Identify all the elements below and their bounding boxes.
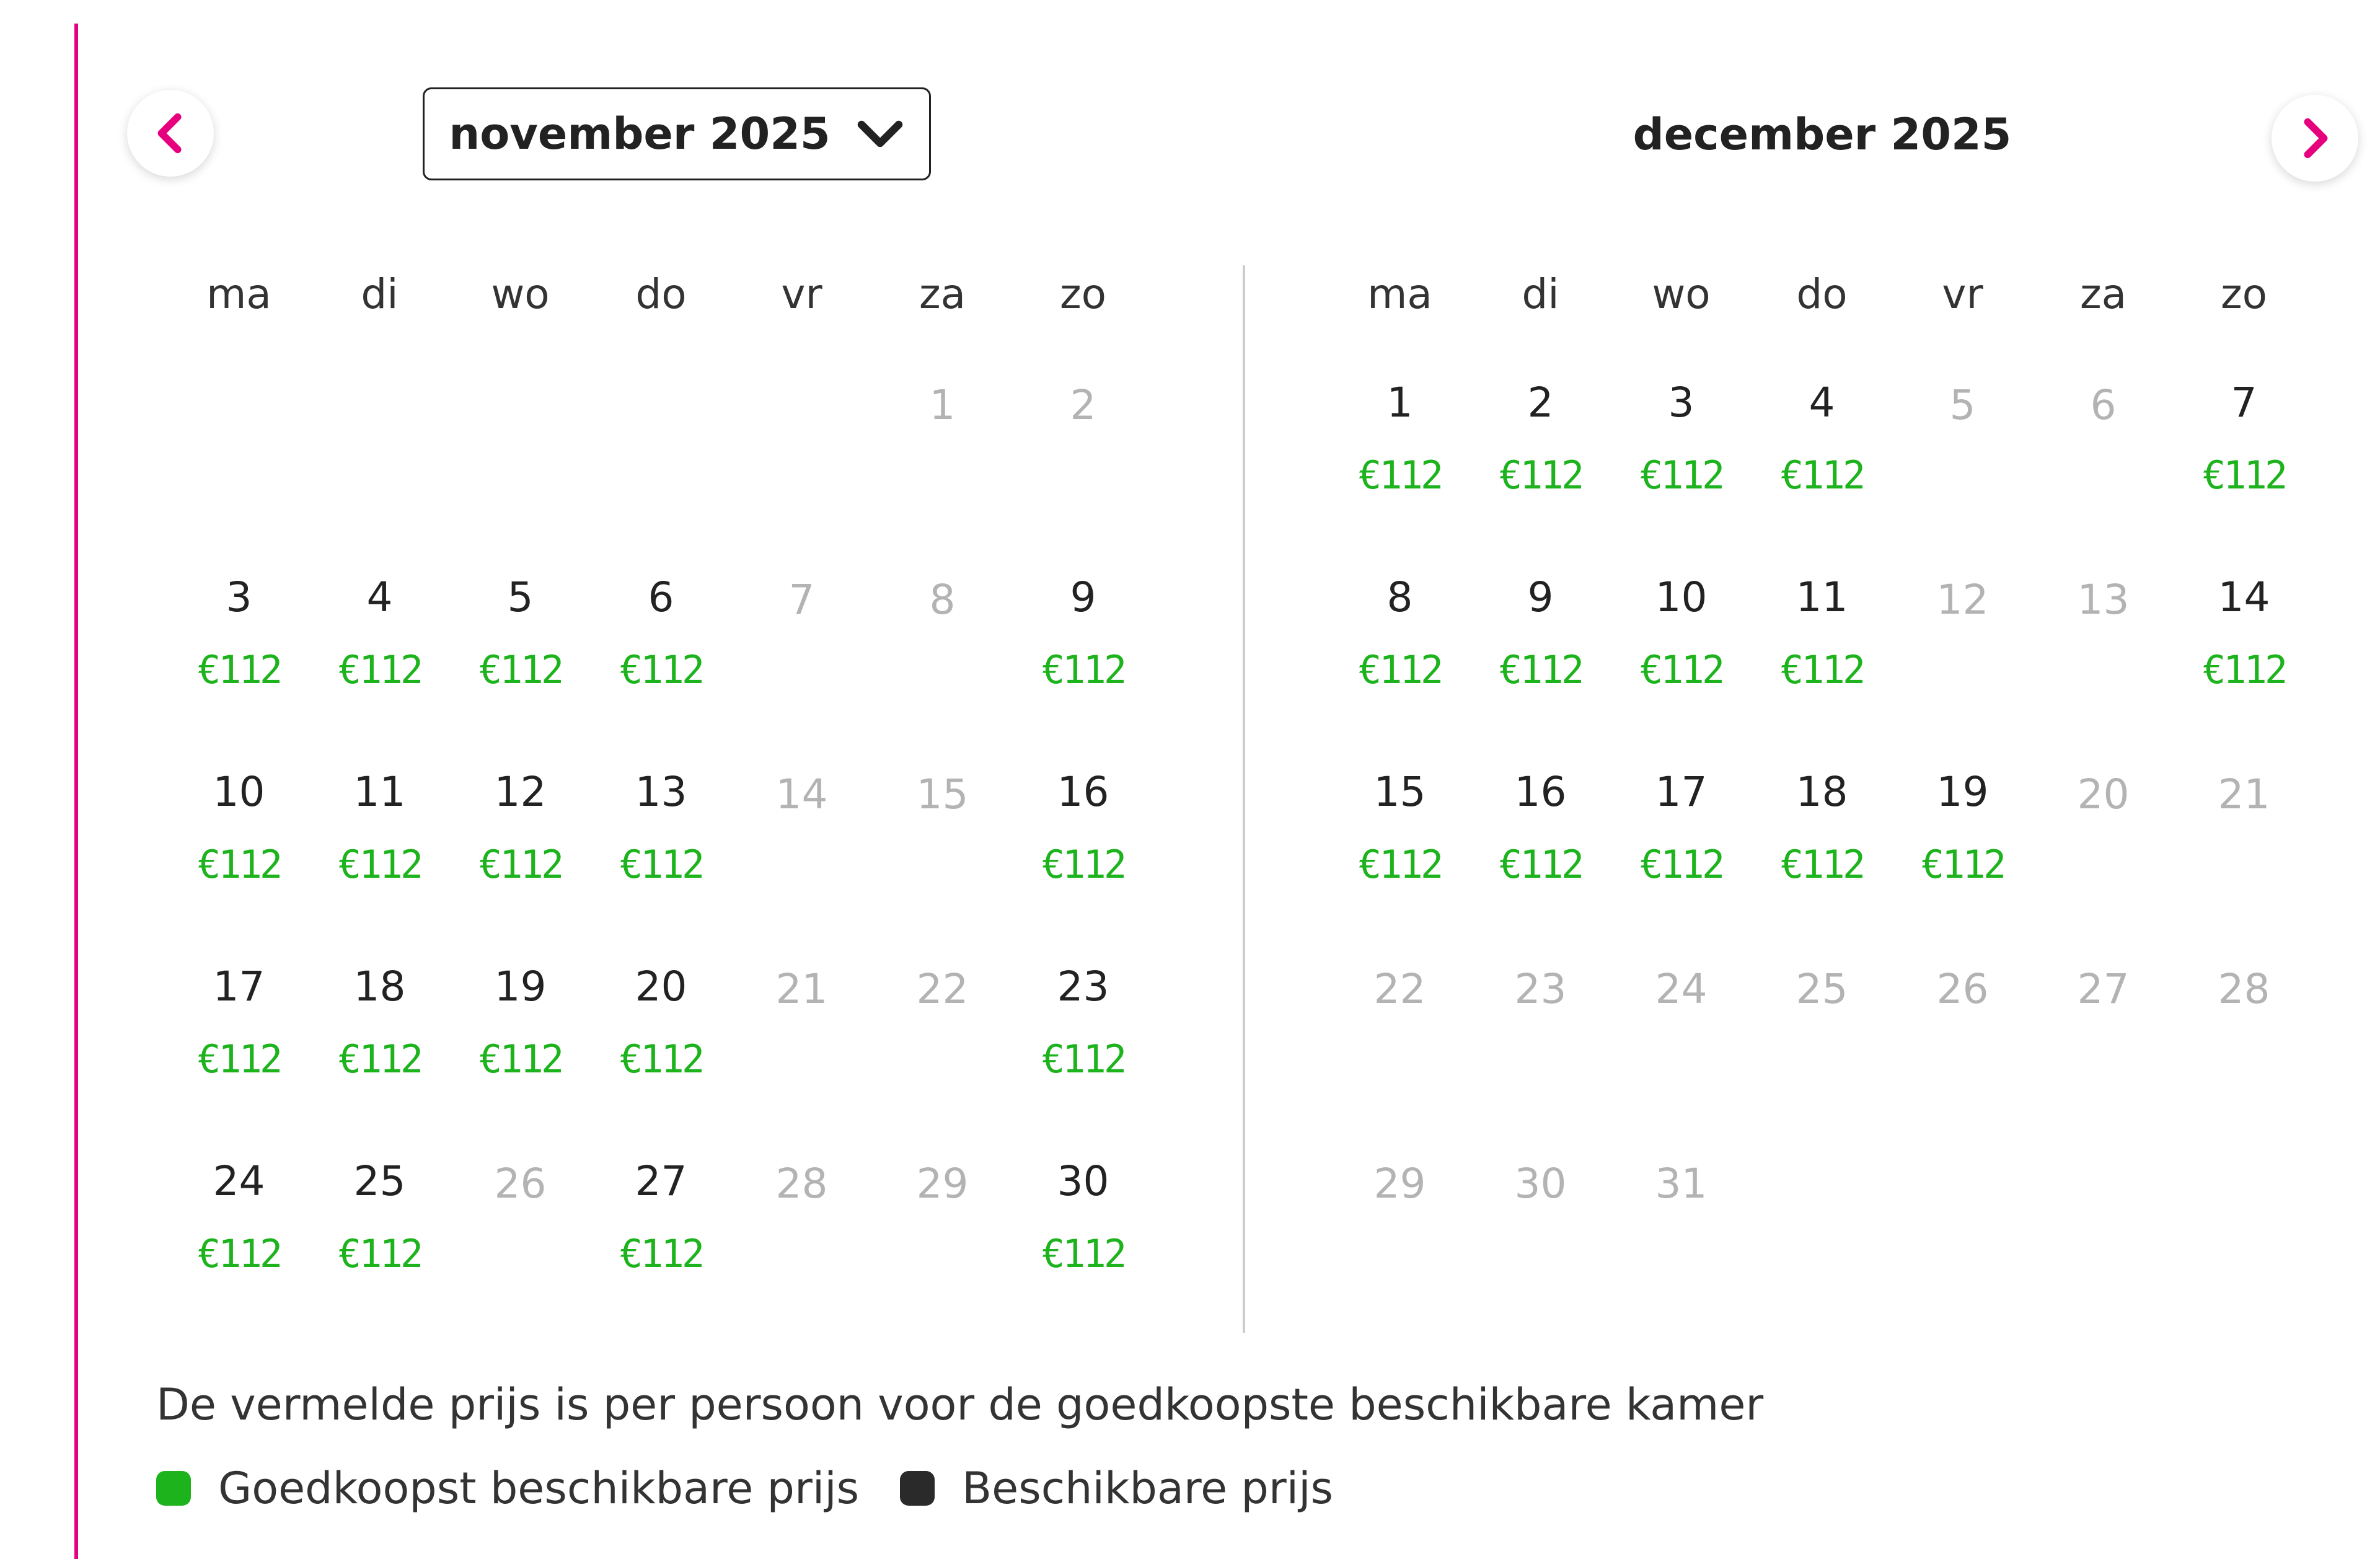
- day-cell-empty: [450, 322, 591, 517]
- day-number: 4: [366, 573, 393, 621]
- day-cell-available[interactable]: [1013, 906, 1153, 1101]
- day-number: 23: [1057, 963, 1109, 1010]
- day-cell-unavailable: [872, 906, 1013, 1101]
- day-number: 27: [635, 1157, 687, 1205]
- day-cell-unavailable: [2033, 517, 2174, 712]
- day-number: 29: [1373, 1160, 1426, 1208]
- accent-bar: [74, 24, 78, 1559]
- day-price: €112: [478, 842, 562, 887]
- day-price: €112: [1780, 453, 1864, 498]
- legend-item-cheapest: [156, 1463, 859, 1514]
- day-cell-available[interactable]: [1752, 712, 1892, 906]
- day-price: €112: [1041, 842, 1125, 887]
- day-cell-available[interactable]: [1470, 517, 1611, 712]
- day-number: 17: [213, 963, 265, 1010]
- weekday-label: zo: [2220, 270, 2268, 318]
- day-price: €112: [1921, 842, 2004, 887]
- day-number: 6: [648, 573, 674, 621]
- day-number: 4: [1809, 379, 1835, 426]
- day-number: 25: [353, 1157, 406, 1205]
- day-cell-unavailable: [1329, 1101, 1470, 1296]
- day-cell-available[interactable]: [169, 906, 309, 1101]
- weekday-label: do: [635, 270, 687, 318]
- day-cell-available[interactable]: [2174, 517, 2314, 712]
- day-cell-unavailable: [731, 517, 872, 712]
- day-price: €112: [619, 842, 703, 887]
- day-price: €112: [197, 1036, 281, 1082]
- day-price: €112: [197, 1231, 281, 1276]
- day-price: €112: [1499, 842, 1582, 887]
- day-cell-unavailable: [2033, 712, 2174, 906]
- day-cell-unavailable: [1470, 906, 1611, 1101]
- day-cell-available[interactable]: [1329, 322, 1470, 517]
- day-price: €112: [1499, 647, 1582, 692]
- day-number: 10: [213, 768, 265, 816]
- day-number: 3: [1668, 379, 1695, 426]
- day-price: €112: [1639, 647, 1723, 692]
- weekday-label: ma: [206, 270, 271, 318]
- day-number: 8: [929, 576, 956, 624]
- weekday-label: vr: [781, 270, 822, 318]
- month-divider: [1243, 265, 1245, 1333]
- day-number: 14: [775, 771, 828, 818]
- day-number: 18: [1796, 768, 1848, 816]
- day-cell-available[interactable]: [450, 906, 591, 1101]
- day-number: 12: [494, 768, 547, 816]
- day-price: €112: [1041, 1036, 1125, 1082]
- day-number: 20: [2077, 771, 2130, 818]
- day-cell-available[interactable]: [309, 712, 450, 906]
- chevron-left-icon: [149, 112, 192, 155]
- day-cell-unavailable: [1611, 906, 1752, 1101]
- day-cell-unavailable: [1892, 322, 2033, 517]
- day-cell-available[interactable]: [169, 712, 309, 906]
- day-number: 30: [1514, 1160, 1567, 1208]
- chevron-right-icon: [2293, 117, 2337, 160]
- day-price: €112: [619, 1036, 703, 1082]
- day-price: €112: [197, 647, 281, 692]
- price-legend: [156, 1463, 1374, 1514]
- day-number: 17: [1655, 768, 1708, 816]
- day-cell-unavailable: [872, 322, 1013, 517]
- day-cell-unavailable: [731, 1101, 872, 1296]
- legend-label-cheapest: Goedkoopst beschikbare prijs: [218, 1463, 860, 1514]
- day-cell-unavailable: [2174, 712, 2314, 906]
- day-cell-available[interactable]: [1611, 322, 1752, 517]
- day-price: €112: [619, 1231, 703, 1276]
- day-price: €112: [197, 842, 281, 887]
- day-price: €112: [1358, 453, 1442, 498]
- day-number: 8: [1386, 573, 1413, 621]
- day-price: €112: [1780, 842, 1864, 887]
- day-number: 10: [1655, 573, 1708, 621]
- calendar-grid-december: [1329, 267, 2315, 1490]
- day-cell-available[interactable]: [1013, 517, 1153, 712]
- day-cell-available[interactable]: [591, 712, 731, 906]
- day-number: 24: [1655, 965, 1708, 1013]
- day-price: €112: [2202, 453, 2286, 498]
- day-number: 26: [1936, 965, 1989, 1013]
- day-number: 7: [788, 576, 815, 624]
- legend-dot-cheapest: [156, 1471, 191, 1506]
- day-cell-available[interactable]: [1329, 517, 1470, 712]
- day-number: 26: [494, 1160, 547, 1208]
- day-price: €112: [478, 647, 562, 692]
- day-number: 9: [1070, 573, 1096, 621]
- day-price: €112: [1358, 842, 1442, 887]
- day-number: 19: [494, 963, 547, 1010]
- day-number: 12: [1936, 576, 1989, 624]
- day-number: 2: [1070, 381, 1096, 429]
- legend-item-available: [900, 1463, 1333, 1514]
- day-number: 28: [775, 1160, 828, 1208]
- day-number: 16: [1514, 768, 1567, 816]
- day-cell-empty: [309, 322, 450, 517]
- day-cell-unavailable: [731, 712, 872, 906]
- day-cell-unavailable: [1752, 906, 1892, 1101]
- day-cell-available[interactable]: [1752, 322, 1892, 517]
- day-price: €112: [1639, 842, 1723, 887]
- day-price: €112: [1358, 647, 1442, 692]
- next-month-button[interactable]: [2272, 95, 2358, 182]
- day-price: €112: [1639, 453, 1723, 498]
- day-cell-empty: [731, 322, 872, 517]
- month-title-december: december 2025: [1633, 109, 2012, 160]
- calendar-grid-november: [169, 267, 1154, 1490]
- day-price: €112: [1780, 647, 1864, 692]
- day-cell-unavailable: [1611, 1101, 1752, 1296]
- day-number: 14: [2218, 573, 2270, 621]
- day-number: 1: [1386, 379, 1413, 426]
- day-cell-unavailable: [2033, 322, 2174, 517]
- weekday-label: wo: [491, 270, 550, 318]
- day-cell-unavailable: [450, 1101, 591, 1296]
- day-cell-available[interactable]: [591, 1101, 731, 1296]
- day-price: €112: [1041, 647, 1125, 692]
- month-selector-label: november 2025: [449, 108, 831, 159]
- day-cell-unavailable: [2033, 906, 2174, 1101]
- day-number: 21: [775, 965, 828, 1013]
- day-cell-available[interactable]: [1329, 712, 1470, 906]
- day-number: 19: [1936, 768, 1989, 816]
- weekday-label: di: [1522, 270, 1559, 318]
- day-cell-available[interactable]: [1470, 322, 1611, 517]
- chevron-down-icon: [855, 115, 905, 152]
- day-cell-available[interactable]: [309, 1101, 450, 1296]
- day-price: €112: [338, 647, 421, 692]
- day-cell-unavailable: [872, 712, 1013, 906]
- day-number: 5: [507, 573, 534, 621]
- weekday-label: zo: [1059, 270, 1107, 318]
- day-cell-empty: [591, 322, 731, 517]
- day-number: 20: [635, 963, 687, 1010]
- weekday-label: za: [2079, 270, 2127, 318]
- day-cell-unavailable: [1892, 906, 2033, 1101]
- day-number: 13: [635, 768, 687, 816]
- day-number: 28: [2218, 965, 2270, 1013]
- day-price: €112: [338, 1036, 421, 1082]
- day-number: 29: [916, 1160, 969, 1208]
- day-cell-available[interactable]: [169, 1101, 309, 1296]
- day-cell-unavailable: [1013, 322, 1153, 517]
- day-number: 21: [2218, 771, 2270, 818]
- day-cell-available[interactable]: [1892, 712, 2033, 906]
- day-cell-unavailable: [1329, 906, 1470, 1101]
- day-cell-available[interactable]: [1013, 712, 1153, 906]
- day-number: 15: [916, 771, 969, 818]
- weekday-label: do: [1796, 270, 1848, 318]
- day-cell-unavailable: [1892, 517, 2033, 712]
- day-cell-unavailable: [731, 906, 872, 1101]
- day-cell-available[interactable]: [169, 517, 309, 712]
- day-number: 30: [1057, 1157, 1109, 1205]
- day-number: 15: [1373, 768, 1426, 816]
- day-price: €112: [338, 1231, 421, 1276]
- day-number: 18: [353, 963, 406, 1010]
- weekday-label: za: [919, 270, 966, 318]
- day-number: 9: [1527, 573, 1554, 621]
- weekday-label: di: [361, 270, 399, 318]
- day-cell-available[interactable]: [2174, 322, 2314, 517]
- day-number: 11: [1796, 573, 1848, 621]
- day-cell-empty: [169, 322, 309, 517]
- legend-dot-available: [900, 1471, 935, 1506]
- day-number: 22: [1373, 965, 1426, 1013]
- day-number: 2: [1527, 379, 1554, 426]
- day-number: 24: [213, 1157, 265, 1205]
- day-price: €112: [2202, 647, 2286, 692]
- day-number: 23: [1514, 965, 1567, 1013]
- day-price: €112: [478, 1036, 562, 1082]
- day-cell-unavailable: [872, 1101, 1013, 1296]
- day-cell-available[interactable]: [1013, 1101, 1153, 1296]
- day-price: €112: [1041, 1231, 1125, 1276]
- day-number: 3: [226, 573, 252, 621]
- day-cell-available[interactable]: [450, 712, 591, 906]
- day-cell-available[interactable]: [591, 517, 731, 712]
- day-number: 13: [2077, 576, 2130, 624]
- day-number: 6: [2090, 381, 2117, 429]
- day-number: 27: [2077, 965, 2130, 1013]
- day-cell-available[interactable]: [1470, 712, 1611, 906]
- day-number: 1: [929, 381, 956, 429]
- day-price: €112: [619, 647, 703, 692]
- day-number: 22: [916, 965, 969, 1013]
- day-number: 31: [1655, 1160, 1708, 1208]
- day-cell-unavailable: [872, 517, 1013, 712]
- day-number: 25: [1796, 965, 1848, 1013]
- weekday-label: wo: [1652, 270, 1711, 318]
- month-selector[interactable]: [423, 87, 931, 180]
- day-price: €112: [338, 842, 421, 887]
- day-price: €112: [1499, 453, 1582, 498]
- weekday-label: ma: [1367, 270, 1432, 318]
- day-cell-available[interactable]: [450, 517, 591, 712]
- day-cell-available[interactable]: [591, 906, 731, 1101]
- weekday-label: vr: [1942, 270, 1983, 318]
- price-note: De vermelde prijs is per persoon voor de goedkoopste beschikbare kamer: [156, 1379, 1764, 1430]
- day-number: 7: [2231, 379, 2257, 426]
- day-number: 11: [353, 768, 406, 816]
- day-cell-unavailable: [2174, 906, 2314, 1101]
- day-cell-available[interactable]: [1611, 517, 1752, 712]
- legend-label-available: Beschikbare prijs: [962, 1463, 1334, 1514]
- day-cell-unavailable: [1470, 1101, 1611, 1296]
- previous-month-button[interactable]: [127, 90, 214, 177]
- day-number: 5: [1949, 381, 1976, 429]
- day-cell-available[interactable]: [1611, 712, 1752, 906]
- day-cell-available[interactable]: [1752, 517, 1892, 712]
- day-cell-available[interactable]: [309, 517, 450, 712]
- day-number: 16: [1057, 768, 1109, 816]
- day-cell-available[interactable]: [309, 906, 450, 1101]
